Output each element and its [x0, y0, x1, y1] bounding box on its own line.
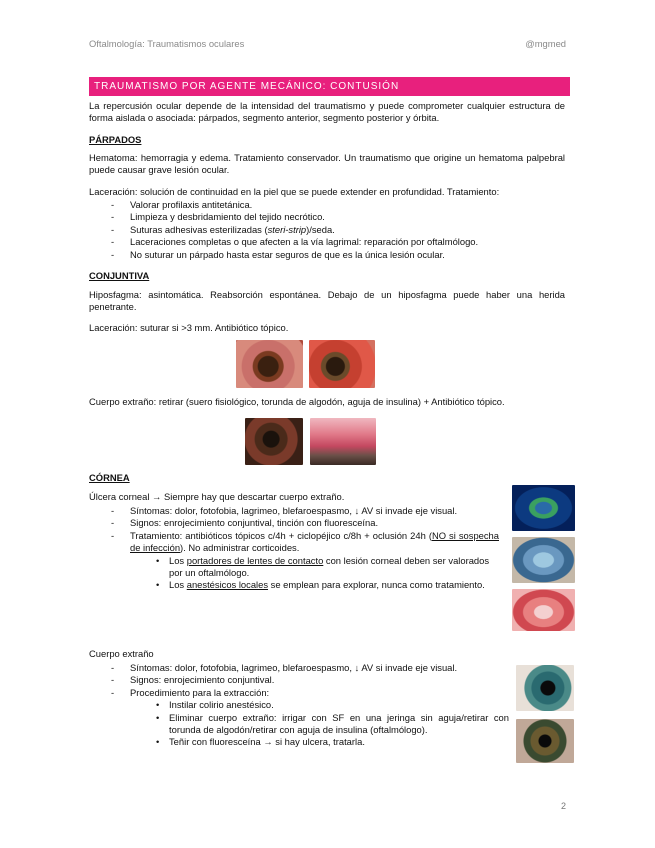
section-banner: TRAUMATISMO POR AGENTE MECÁNICO: CONTUSIÓN	[89, 77, 570, 96]
laceracion-paragraph	[89, 186, 565, 198]
list-item: • Los anestésicos locales se emplean para explorar, nunca como tratamiento.	[130, 579, 499, 591]
list-item: - Síntomas: dolor, fotofobia, lagrimeo, blefaroespasmo, ↓ AV si invade eje visual.	[89, 662, 509, 674]
corneal-ulcer-photo-3	[512, 589, 575, 631]
ulcera-list	[89, 505, 499, 592]
heading-conjuntiva: CONJUNTIVA	[89, 270, 150, 281]
page-header	[89, 38, 566, 52]
ce-title: Cuerpo extraño	[89, 648, 154, 659]
header-title: Oftalmología: Traumatismos oculares	[89, 38, 245, 49]
list-item: - Procedimiento para la extracción:	[89, 687, 509, 699]
foreign-body-eye-photo	[245, 418, 303, 465]
hematoma-text: : hemorragia y edema. Tratamiento conservador. Un traumatismo que origine un hematoma palpebral puede causar grave lesión ocular.	[89, 152, 565, 176]
list-item: • Teñir con fluoresceína → si hay ulcera, tratarla.	[130, 736, 509, 748]
conjunctival-laceration-photo-2	[309, 340, 375, 388]
hiposfagma-paragraph: Hiposfagma: asintomática. Reabsorción espontánea. Debajo de un hiposfagma puede haber una herida penetrante.	[89, 289, 565, 313]
heading-parpados: PÁRPADOS	[89, 134, 142, 145]
corneal-ulcer-photo-2	[512, 537, 575, 583]
list-item: - Laceraciones completas o que afecten a la vía lagrimal: reparación por oftalmólogo.	[89, 236, 565, 248]
cuerpo-extrano-list	[89, 662, 509, 749]
list-item: • Eliminar cuerpo extraño: irrigar con SF en una jeringa sin aguja/retirar con torunda de algodón/retirar con aguja de insulina (oftalmólogo).	[130, 712, 509, 737]
conj-laceracion-paragraph: Laceración: suturar si >3 mm. Antibiótico tópico.	[89, 322, 289, 333]
list-item: • Instilar colirio anestésico.	[130, 699, 509, 711]
hematoma-label: Hematoma	[89, 152, 135, 163]
heading-cornea: CÓRNEA	[89, 472, 130, 483]
list-item: - Signos: enrojecimiento conjuntival.	[89, 674, 509, 686]
list-item: - Limpieza y desbridamiento del tejido necrótico.	[89, 211, 565, 223]
list-item: - Signos: enrojecimiento conjuntival, tinción con fluoresceína.	[89, 517, 499, 529]
conj-cuerpo-extrano-paragraph: Cuerpo extraño: retirar (suero fisiológico, torunda de algodón, aguja de insulina) + Antibiótico tópico.	[89, 396, 505, 407]
list-item: - No suturar un párpado hasta estar seguros de que es la única lesión ocular.	[89, 249, 565, 261]
hematoma-paragraph	[89, 152, 565, 177]
corneal-foreign-body-photo	[516, 665, 574, 711]
list-item: - Síntomas: dolor, fotofobia, lagrimeo, blefaroespasmo, ↓ AV si invade eje visual.	[89, 505, 499, 517]
list-item: - Valorar profilaxis antitetánica.	[89, 199, 565, 211]
corneal-ulcer-fluorescein-photo	[512, 485, 575, 531]
page-number: 2	[560, 801, 566, 811]
corneal-foreign-body-photo-2	[516, 719, 574, 763]
list-item: - Suturas adhesivas esterilizadas (steri-strip)/seda.	[89, 224, 565, 236]
laceracion-text: : solución de continuidad en la piel que se puede extender en profundidad. Tratamiento:	[134, 186, 500, 197]
intro-paragraph: La repercusión ocular depende de la intensidad del traumatismo y puede comprometer cualquier estructura de forma aislada o asociada: párpados, segmento anterior, segmento posterior y órbita.	[89, 100, 565, 124]
header-author: @mgmed	[525, 38, 566, 49]
conjunctival-laceration-photo	[236, 340, 303, 388]
laceracion-label: Laceración	[89, 186, 135, 197]
list-item: • Los portadores de lentes de contacto con lesión corneal deben ser valorados por un oftalmólogo.	[130, 555, 499, 580]
laceracion-list	[89, 199, 565, 261]
list-item: - Tratamiento: antibióticos tópicos c/4h + ciclopéjico c/8h + oclusión 24h (NO si sospecha de infección). No administrar corticoides.	[89, 530, 499, 555]
foreign-body-conjunctiva-photo	[310, 418, 376, 465]
ulcera-paragraph: Úlcera corneal → Siempre hay que descartar cuerpo extraño.	[89, 491, 345, 502]
